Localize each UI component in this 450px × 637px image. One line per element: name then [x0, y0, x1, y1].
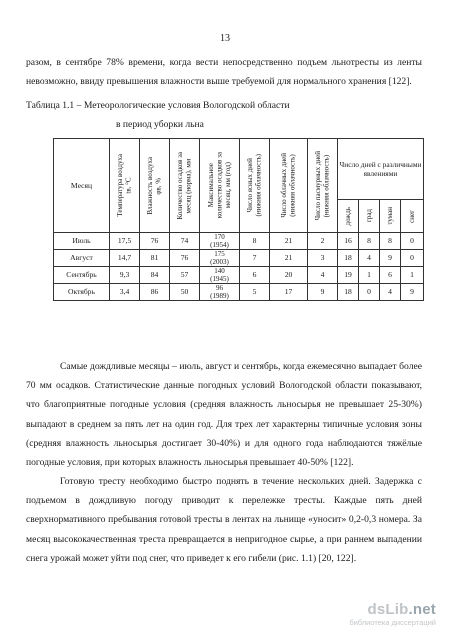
cell-rain: 18 — [338, 284, 359, 301]
cell-cloudy-days: 17 — [270, 284, 308, 301]
body-paragraph-rain: Самые дождливые месяцы – июль, август и сентябрь, когда ежемесячно выпадает более 70 мм осадков. Статистические данные погодных условий Вологодской области показывают, что благоприятные погодные условия (средняя влажность льносырья не превышает 25-30%) выпадают в среднем за пять лет на один год. Для трех лет характерны типичные условия зоны (средняя влажность льносырья достигает 30-40%) и для одного года наблюдаются тяжёлые погодные условия, при которых влажность льносырья превышает 40-50% [122]. — [26, 361, 422, 469]
cell-fog: 9 — [380, 250, 401, 267]
header-precip-norm: Количество осадков за месяц (норма), мм — [170, 139, 200, 233]
cell-precip-norm: 76 — [170, 250, 200, 267]
header-fog: туман — [380, 200, 401, 233]
cell-snow: 0 — [401, 250, 424, 267]
cell-precip-max-year: (2003) — [210, 258, 229, 266]
header-overcast-days: Число пасмурных дней (нижняя облачность) — [308, 139, 338, 233]
cell-humidity: 86 — [140, 284, 170, 301]
cell-precip-norm: 50 — [170, 284, 200, 301]
header-cloudy-days: Число облачных дней (нижняя облачность) — [270, 139, 308, 233]
cell-cloudy-days: 21 — [270, 233, 308, 250]
header-phenomena-group: Число дней с различными явлениями — [338, 139, 424, 200]
cell-hail: 4 — [359, 250, 380, 267]
cell-precip-max — [200, 250, 240, 267]
cell-precip-max-value: 96 — [216, 284, 223, 292]
table-row — [54, 267, 424, 284]
header-snow: снег — [401, 200, 424, 233]
cell-precip-max-value: 175 — [214, 250, 225, 258]
cell-overcast-days: 2 — [308, 233, 338, 250]
body-paragraph-harvest: Готовую тресту необходимо быстро поднять в течение нескольких дней. Задержка с подъемом в дождливую погоду приводит к перележке тресты. Каждые пять дней сверхнормативного пребывания готовой тресты в лентах на льнище «уносит» 0,2-0,3 номера. За месяц высококачественная треста превращается в непригодное сырье, а при раннем выпадении снега урожай может уйти под снег, что приведет к его гибели (рис. 1.1) [20, 122]. — [26, 476, 422, 564]
cell-hail: 1 — [359, 267, 380, 284]
cell-clear-days: 5 — [240, 284, 270, 301]
cell-precip-max-year: (1954) — [210, 241, 229, 249]
cell-humidity: 84 — [140, 267, 170, 284]
page-number: 13 — [220, 33, 230, 44]
cell-rain: 18 — [338, 250, 359, 267]
cell-humidity: 76 — [140, 233, 170, 250]
cell-rain: 16 — [338, 233, 359, 250]
cell-hail: 8 — [359, 233, 380, 250]
header-rain: дождь — [338, 200, 359, 233]
cell-month: Июль — [54, 233, 110, 250]
cell-fog: 8 — [380, 233, 401, 250]
cell-rain: 19 — [338, 267, 359, 284]
cell-precip-max-value: 170 — [214, 233, 225, 241]
weather-table — [53, 138, 424, 301]
cell-hail: 0 — [359, 284, 380, 301]
cell-month: Август — [54, 250, 110, 267]
watermark-logo — [368, 601, 436, 618]
cell-clear-days: 6 — [240, 267, 270, 284]
cell-precip-norm: 57 — [170, 267, 200, 284]
watermark — [340, 601, 436, 627]
cell-fog: 6 — [380, 267, 401, 284]
cell-precip-norm: 74 — [170, 233, 200, 250]
cell-fog: 4 — [380, 284, 401, 301]
cell-precip-max — [200, 233, 240, 250]
cell-precip-max-value: 140 — [214, 267, 225, 275]
cell-temperature: 17,5 — [110, 233, 140, 250]
table-row — [54, 284, 424, 301]
cell-temperature: 9,3 — [110, 267, 140, 284]
cell-clear-days: 7 — [240, 250, 270, 267]
header-month: Месяц — [54, 139, 110, 233]
header-humidity: Влажность воздуха φв, % — [140, 139, 170, 233]
watermark-subtitle: библиотека диссертаций — [349, 618, 436, 627]
header-temperature: Температура воздуха tв, °С — [110, 139, 140, 233]
header-clear-days: Число ясных дней (нижняя облачность) — [240, 139, 270, 233]
header-hail: град — [359, 200, 380, 233]
watermark-logo-tld: .net — [408, 601, 436, 618]
cell-overcast-days: 9 — [308, 284, 338, 301]
cell-month: Сентябрь — [54, 267, 110, 284]
cell-snow: 1 — [401, 267, 424, 284]
cell-temperature: 3,4 — [110, 284, 140, 301]
watermark-logo-main: dsLib — [367, 601, 409, 618]
header-precip-max: Максимальное количество осадков за месяц, мм (год) — [200, 139, 240, 233]
cell-overcast-days: 3 — [308, 250, 338, 267]
table-caption-continuation: в период уборки льна — [116, 119, 204, 130]
cell-month: Октябрь — [54, 284, 110, 301]
cell-cloudy-days: 20 — [270, 267, 308, 284]
cell-humidity: 81 — [140, 250, 170, 267]
table-row — [54, 250, 424, 267]
intro-paragraph: разом, в сентябре 78% времени, когда вести непосредственно подъем льнотресты из ленты невозможно, ввиду превышения влажности выше требуемой для нормального хранения [122]. — [26, 57, 422, 88]
cell-temperature: 14,7 — [110, 250, 140, 267]
cell-precip-max-year: (1945) — [210, 275, 229, 283]
cell-cloudy-days: 21 — [270, 250, 308, 267]
cell-snow: 9 — [401, 284, 424, 301]
cell-overcast-days: 4 — [308, 267, 338, 284]
cell-precip-max — [200, 267, 240, 284]
cell-precip-max-year: (1989) — [210, 292, 229, 300]
table-row — [54, 233, 424, 250]
cell-clear-days: 8 — [240, 233, 270, 250]
cell-snow: 0 — [401, 233, 424, 250]
cell-precip-max — [200, 284, 240, 301]
table-caption: Таблица 1.1 – Метеорологические условия Вологодской области — [26, 100, 290, 111]
